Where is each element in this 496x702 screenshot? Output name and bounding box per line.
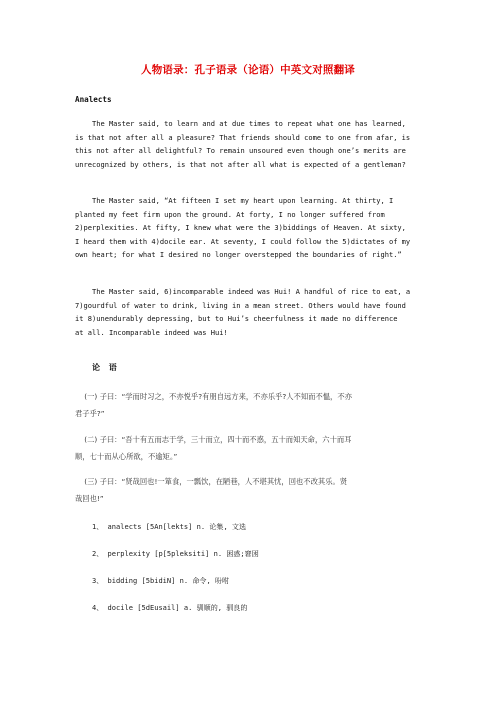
text-line: at all. Incomparable indeed was Hui! (75, 327, 228, 337)
text-line: 哉回也!” (75, 493, 104, 503)
chinese-paragraph-1 (75, 389, 425, 422)
english-paragraph-2 (75, 194, 425, 262)
chinese-paragraph-2 (75, 432, 425, 465)
text-line: (二) 子曰：“吾十有五而志于学，三十而立，四十而不惑，五十而知天命，六十而耳 (75, 435, 352, 444)
text-line: 7)gourdful of water to drink, living in a mean street. Others would have found (75, 300, 406, 310)
text-line: unrecognized by others, is that not after all what is expected of a gentleman? (75, 159, 406, 169)
text-line: this not after all delightful? To remain unsoured even though one’s merits are (75, 146, 406, 156)
text-line: 2)perplexities. At fifty, I knew what were the 3)biddings of Heaven. At sixty, (75, 223, 406, 233)
text-line: 顺，七十而从心所欲，不逾矩。” (75, 451, 178, 461)
text-line: is that not after all a pleasure? That friends should come to one from afar, is (75, 132, 411, 142)
chinese-paragraph-3 (75, 474, 425, 507)
text-line: The Master said, 6)incomparable indeed was Hui! A handful of rice to eat, a (75, 287, 411, 296)
vocab-item-3: 3、 bidding [5bidiN] n. 命令, 吩咐 (92, 576, 230, 585)
text-line: The Master said, to learn and at due times to repeat what one has learned, (75, 119, 406, 128)
english-paragraph-3 (75, 285, 425, 339)
text-line: I heard them with 4)docile ear. At seventy, I could follow the 5)dictates of my (75, 236, 411, 246)
text-line: (三) 子曰：“贤哉回也!一箪食，一瓢饮，在陋巷，人不堪其忧，回也不改其乐。贤 (75, 477, 348, 486)
vocab-item-1: 1、 analects [5An[lekts] n. 论集, 文选 (92, 522, 247, 531)
english-paragraph-1 (75, 117, 425, 171)
chinese-section-heading: 论 语 (92, 363, 120, 372)
vocab-item-4: 4、 docile [5dEusail] a. 驯顺的, 驯良的 (92, 603, 248, 612)
text-line: 君子乎?” (75, 408, 105, 418)
text-line: The Master said, “At fifteen I set my heart upon learning. At thirty, I (75, 196, 394, 205)
text-line: (一) 子曰：“学而时习之，不亦悦乎?有朋自远方来，不亦乐乎?人不知而不愠，不亦 (75, 392, 352, 401)
section-heading-analects: Analects (75, 95, 112, 104)
document-title: 人物语录：孔子语录（论语）中英文对照翻译 (141, 64, 355, 76)
text-line: it 8)unendurably depressing, but to Hui’s cheerfulness it made no difference (75, 314, 398, 324)
text-line: planted my feet firm upon the ground. At forty, I no longer suffered from (75, 209, 385, 219)
vocab-item-2: 2、 perplexity [p[5pleksiti] n. 困惑;窘困 (92, 549, 259, 558)
text-line: own heart; for what I desired no longer overstepped the boundaries of right.” (75, 250, 402, 260)
